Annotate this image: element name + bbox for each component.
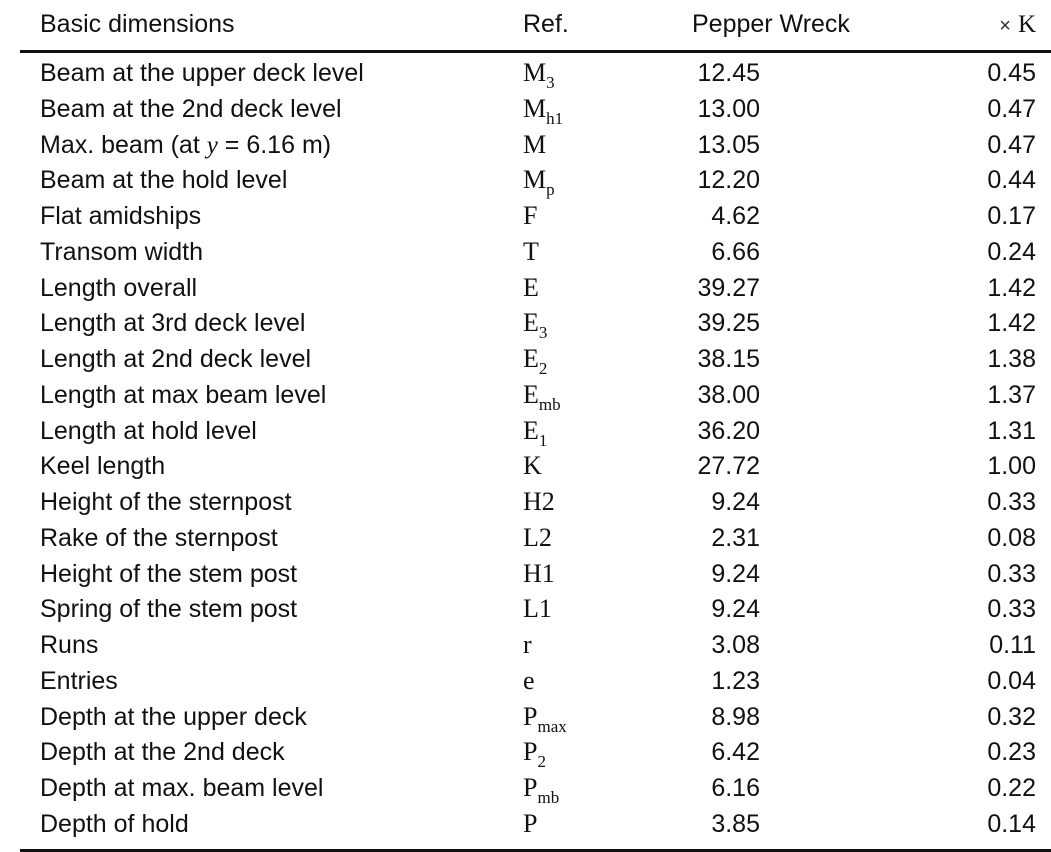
ref-symbol: r xyxy=(523,630,532,659)
row-value: 38.15 xyxy=(697,345,760,373)
row-label xyxy=(40,809,189,839)
row-k-ratio: 0.32 xyxy=(987,703,1036,731)
row-label xyxy=(40,416,257,446)
row-value: 6.42 xyxy=(711,738,760,766)
row-ref xyxy=(523,487,555,517)
row-ref xyxy=(523,523,552,553)
row-label-text: Depth at max. beam level xyxy=(40,774,324,802)
ref-symbol: E xyxy=(523,344,539,373)
row-ref xyxy=(523,809,537,839)
ref-subscript: 2 xyxy=(537,752,546,771)
row-label xyxy=(40,130,331,161)
header-rule xyxy=(20,50,1051,53)
row-label-text: Entries xyxy=(40,667,118,695)
row-ref xyxy=(523,344,547,377)
row-value: 2.31 xyxy=(711,524,760,552)
row-label-text: Transom width xyxy=(40,238,204,266)
row-ref xyxy=(523,58,555,91)
row-k-ratio: 0.45 xyxy=(987,59,1036,87)
row-k-ratio: 1.37 xyxy=(987,381,1036,409)
row-value: 9.24 xyxy=(711,560,760,588)
row-ref xyxy=(523,559,555,589)
row-label xyxy=(40,666,118,696)
row-value: 3.08 xyxy=(711,631,760,659)
row-value: 27.72 xyxy=(697,452,760,480)
ref-symbol: M xyxy=(523,165,547,194)
row-label-variable: y xyxy=(206,132,218,159)
row-k-ratio: 0.04 xyxy=(987,667,1036,695)
row-label-text: Max. beam (at xyxy=(40,131,207,159)
row-label xyxy=(40,487,292,517)
ref-symbol: M xyxy=(523,130,547,159)
row-label xyxy=(40,94,342,124)
row-label-text: Depth at the 2nd deck xyxy=(40,738,285,766)
row-value: 9.24 xyxy=(711,488,760,516)
ref-symbol: H1 xyxy=(523,559,555,588)
row-ref xyxy=(523,737,546,770)
row-ref xyxy=(523,201,537,231)
row-label-text: Length at max beam level xyxy=(40,381,327,409)
row-k-ratio: 0.23 xyxy=(987,738,1036,766)
row-label xyxy=(40,451,165,481)
ref-subscript: mb xyxy=(537,788,560,807)
row-ref xyxy=(523,308,547,341)
ref-symbol: E xyxy=(523,273,539,302)
row-k-ratio: 0.44 xyxy=(987,166,1036,194)
row-k-ratio: 0.33 xyxy=(987,595,1036,623)
row-label xyxy=(40,237,203,267)
ref-symbol: L2 xyxy=(523,523,552,552)
row-label xyxy=(40,344,311,374)
row-ref xyxy=(523,594,552,624)
ref-subscript: max xyxy=(537,717,567,736)
row-label xyxy=(40,523,278,553)
ref-symbol: e xyxy=(523,666,535,695)
k-symbol: K xyxy=(1017,11,1036,38)
row-k-ratio: 0.22 xyxy=(987,774,1036,802)
row-k-ratio: 0.33 xyxy=(987,488,1036,516)
header-ref: Ref. xyxy=(523,10,569,38)
row-label-text: Beam at the hold level xyxy=(40,166,288,194)
row-label xyxy=(40,630,98,660)
row-label-text: Depth at the upper deck xyxy=(40,703,307,731)
ref-symbol: T xyxy=(523,237,539,266)
row-value: 3.85 xyxy=(711,810,760,838)
row-label-text: Beam at the 2nd deck level xyxy=(40,95,342,123)
header-times-k xyxy=(900,9,1036,41)
ref-symbol: P xyxy=(523,809,538,838)
row-value: 8.98 xyxy=(711,703,760,731)
ref-subscript: 3 xyxy=(546,73,555,92)
ref-symbol: L1 xyxy=(523,594,552,623)
row-ref xyxy=(523,416,547,449)
row-k-ratio: 0.08 xyxy=(987,524,1036,552)
ref-subscript: p xyxy=(546,180,555,199)
row-label xyxy=(40,201,201,231)
header-pepper-wreck: Pepper Wreck xyxy=(692,10,850,38)
row-k-ratio: 1.31 xyxy=(987,417,1036,445)
row-label-text: Flat amidships xyxy=(40,202,202,230)
row-label xyxy=(40,165,287,195)
times-symbol: × xyxy=(999,15,1011,37)
row-label-suffix: = 6.16 m) xyxy=(217,131,332,159)
row-ref xyxy=(523,273,539,303)
row-label xyxy=(40,273,197,303)
ref-symbol: K xyxy=(523,451,542,480)
row-value: 39.27 xyxy=(697,274,760,302)
row-ref xyxy=(523,702,567,735)
ref-symbol: P xyxy=(523,702,538,731)
row-label xyxy=(40,594,297,624)
row-k-ratio: 0.33 xyxy=(987,560,1036,588)
row-k-ratio: 0.24 xyxy=(987,238,1036,266)
row-value: 12.20 xyxy=(697,166,760,194)
row-k-ratio: 0.47 xyxy=(987,131,1036,159)
ref-symbol: E xyxy=(523,416,539,445)
row-label-text: Height of the stem post xyxy=(40,560,298,588)
ref-symbol: E xyxy=(523,380,539,409)
row-value: 1.23 xyxy=(711,667,760,695)
row-label-text: Beam at the upper deck level xyxy=(40,59,364,87)
row-ref xyxy=(523,666,535,696)
row-label xyxy=(40,58,364,88)
ref-symbol: F xyxy=(523,201,538,230)
row-label xyxy=(40,702,307,732)
row-value: 39.25 xyxy=(697,309,760,337)
row-label-text: Runs xyxy=(40,631,99,659)
row-value: 38.00 xyxy=(697,381,760,409)
row-k-ratio: 0.14 xyxy=(987,810,1036,838)
row-ref xyxy=(523,94,563,127)
row-label xyxy=(40,773,323,803)
row-k-ratio: 0.47 xyxy=(987,95,1036,123)
row-ref xyxy=(523,237,539,267)
row-label-text: Spring of the stem post xyxy=(40,595,298,623)
ref-symbol: H2 xyxy=(523,487,555,516)
row-k-ratio: 1.42 xyxy=(987,274,1036,302)
row-label-text: Height of the sternpost xyxy=(40,488,292,516)
row-k-ratio: 1.42 xyxy=(987,309,1036,337)
header-basic-dimensions: Basic dimensions xyxy=(40,10,235,38)
row-label xyxy=(40,559,297,589)
ref-symbol: P xyxy=(523,773,538,802)
row-k-ratio: 1.00 xyxy=(987,452,1036,480)
row-label-text: Keel length xyxy=(40,452,166,480)
row-value: 13.00 xyxy=(697,95,760,123)
ref-subscript: mb xyxy=(538,395,561,414)
row-k-ratio: 0.11 xyxy=(989,631,1036,659)
row-ref xyxy=(523,451,542,481)
row-value: 6.66 xyxy=(711,238,760,266)
ref-subscript: h1 xyxy=(546,109,564,128)
row-k-ratio: 1.38 xyxy=(987,345,1036,373)
row-ref xyxy=(523,380,561,413)
row-value: 13.05 xyxy=(697,131,760,159)
ref-symbol: E xyxy=(523,308,539,337)
ref-symbol: P xyxy=(523,737,538,766)
row-ref xyxy=(523,130,546,160)
row-label-text: Length at 3rd deck level xyxy=(40,309,306,337)
row-label xyxy=(40,308,305,338)
ref-symbol: M xyxy=(523,94,547,123)
row-label-text: Length at hold level xyxy=(40,417,257,445)
row-label-text: Rake of the sternpost xyxy=(40,524,278,552)
row-value: 36.20 xyxy=(697,417,760,445)
row-ref xyxy=(523,630,532,660)
ref-subscript: 2 xyxy=(538,359,548,378)
row-value: 9.24 xyxy=(711,595,760,623)
ref-subscript: 3 xyxy=(538,323,548,342)
row-value: 6.16 xyxy=(711,774,760,802)
row-ref xyxy=(523,165,555,198)
ref-subscript: 1 xyxy=(538,431,548,450)
row-label xyxy=(40,737,285,767)
ref-symbol: M xyxy=(523,58,547,87)
row-label-text: Depth of hold xyxy=(40,810,189,838)
row-ref xyxy=(523,773,559,806)
row-k-ratio: 0.17 xyxy=(987,202,1036,230)
row-value: 12.45 xyxy=(697,59,760,87)
row-label-text: Length overall xyxy=(40,274,198,302)
row-label xyxy=(40,380,326,410)
row-label-text: Length at 2nd deck level xyxy=(40,345,312,373)
row-value: 4.62 xyxy=(711,202,760,230)
